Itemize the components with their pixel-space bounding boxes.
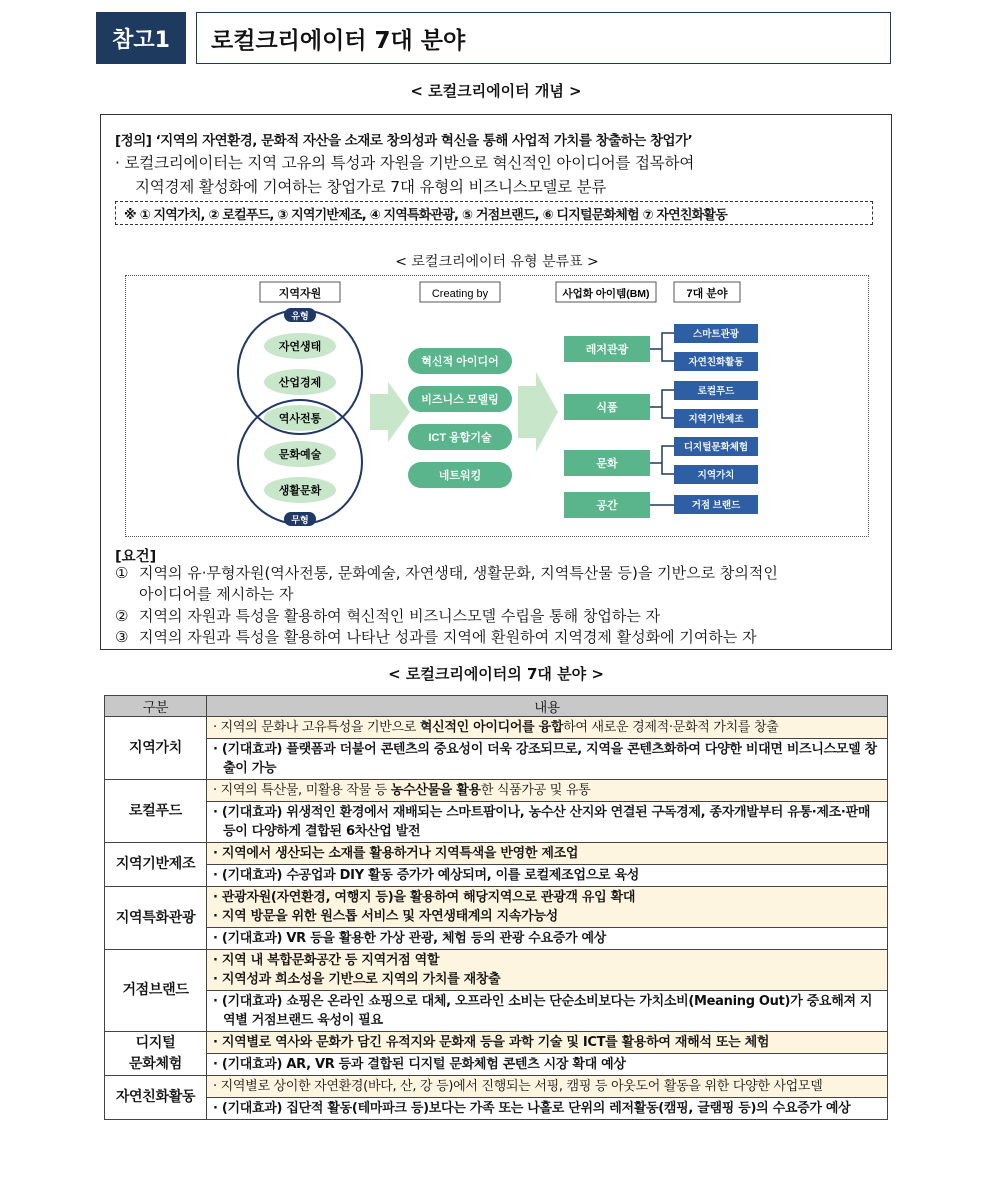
category-cell: 자연친화활동 bbox=[105, 1076, 207, 1120]
col-resources: 지역자원 bbox=[278, 288, 322, 300]
content-text: · 지역 내 복합문화공간 등 지역거점 역할 bbox=[213, 953, 440, 968]
req-num: ② bbox=[115, 607, 129, 625]
table-row bbox=[105, 1054, 888, 1076]
category-cell: 지역기반제조 bbox=[105, 843, 207, 887]
category-cell: 거점브랜드 bbox=[105, 950, 207, 1032]
table-row bbox=[105, 843, 888, 865]
req-text: 지역의 자원과 특성을 활용하여 나타난 성과를 지역에 환원하여 지역경제 활성화에 기여하는 자 bbox=[139, 628, 757, 646]
req-text-cont: 아이디어를 제시하는 자 bbox=[139, 585, 294, 603]
category-line: 문화체험 bbox=[129, 1055, 182, 1072]
content-text: · (기대효과) 위생적인 환경에서 재배되는 스마트팜이나, 농수산 산지와 연결된 구독경제, 종자개발부터 유통·제조·판매 등이 다양하게 결합된 6차산업 발전 bbox=[213, 805, 871, 839]
content-cell bbox=[207, 1076, 888, 1098]
content-text: · 지역의 문화나 고유특성을 기반으로 bbox=[213, 720, 420, 735]
content-cell bbox=[207, 1032, 888, 1054]
col-category: 구분 bbox=[105, 696, 207, 717]
category-line: 디지털 bbox=[135, 1034, 176, 1051]
classification-figure bbox=[125, 275, 869, 537]
desc-line-1: · 로컬크리에이터는 지역 고유의 특성과 자원을 기반으로 혁신적인 아이디어를 접목하여 bbox=[115, 154, 695, 172]
fields-section-title: < 로컬크리에이터의 7대 분야 > bbox=[388, 665, 604, 683]
content-text: · 지역별로 상이한 자연환경(바다, 산, 강 등)에서 진행되는 서핑, 캠핑 등 아웃도어 활동을 위한 다양한 사업모델 bbox=[213, 1079, 823, 1094]
resource-living: 생활문화 bbox=[278, 485, 322, 497]
content-text: · 지역 방문을 위한 원스톱 서비스 및 자연생태계의 지속가능성 bbox=[213, 909, 558, 924]
req-num: ③ bbox=[115, 628, 129, 646]
concept-box bbox=[100, 114, 892, 650]
col-creating: Creating by bbox=[431, 288, 489, 300]
table-row bbox=[105, 1032, 888, 1054]
definition: [정의] ‘지역의 자연환경, 문화적 자산을 소재로 창의성과 혁신을 통해 사업적 가치를 창출하는 창업가’ bbox=[115, 133, 693, 149]
col-fields: 7대 분야 bbox=[686, 288, 728, 300]
item-leisure: 레저관광 bbox=[585, 344, 629, 356]
creating-idea: 혁신적 아이디어 bbox=[421, 356, 499, 368]
content-text: · 관광자원(자연환경, 여행지 등)을 활용하여 해당지역으로 관광객 유입 확대 bbox=[213, 890, 636, 905]
resource-industry: 산업경제 bbox=[278, 377, 322, 389]
intangible-label: 무형 bbox=[291, 515, 309, 525]
content-text: 하여 새로운 경제적·문화적 가치를 창출 bbox=[563, 720, 779, 735]
content-text: · 지역성과 희소성을 기반으로 지역의 가치를 재창출 bbox=[213, 972, 501, 987]
content-text: · (기대효과) 쇼핑은 온라인 쇼핑으로 대체, 오프라인 소비는 단순소비보다는 가치소비(Meaning Out)가 중요해져 지역별 거점브랜드 육성이 필요 bbox=[213, 994, 873, 1028]
tangible-label: 유형 bbox=[291, 311, 309, 321]
arrow-right-icon bbox=[518, 372, 558, 452]
field-base-brand: 거점 브랜드 bbox=[691, 500, 741, 511]
content-text: · (기대효과) VR 등을 활용한 가상 관광, 체험 등의 관광 수요증가 예상 bbox=[213, 931, 606, 946]
req-text: 지역의 유·무형자원(역사전통, 문화예술, 자연생태, 생활문화, 지역특산물 등)을 기반으로 창의적인 bbox=[139, 564, 778, 582]
requirement-3 bbox=[115, 627, 883, 648]
item-food: 식품 bbox=[596, 402, 618, 414]
content-cell bbox=[207, 843, 888, 865]
field-local-food: 로컬푸드 bbox=[697, 386, 735, 397]
content-cell bbox=[207, 802, 888, 843]
col-items: 사업화 아이템(BM) bbox=[562, 288, 650, 300]
content-text: · (기대효과) AR, VR 등과 결합된 디지털 문화체험 콘텐츠 시장 확대 예상 bbox=[213, 1057, 626, 1072]
category-cell bbox=[105, 1032, 207, 1076]
content-cell bbox=[207, 780, 888, 802]
req-num: ① bbox=[115, 564, 129, 582]
content-cell bbox=[207, 717, 888, 739]
field-manufacturing: 지역기반제조 bbox=[688, 414, 744, 425]
table-row bbox=[105, 928, 888, 950]
field-nodes bbox=[674, 324, 758, 514]
concept-section-title: < 로컬크리에이터 개념 > bbox=[410, 82, 582, 100]
content-emphasis: 혁신적인 아이디어를 융합 bbox=[419, 720, 564, 735]
seven-fields-table bbox=[104, 695, 888, 1120]
resource-arts: 문화예술 bbox=[278, 449, 322, 461]
table-row bbox=[105, 1076, 888, 1098]
creating-bm: 비즈니스 모델링 bbox=[421, 394, 499, 406]
content-text: · 지역의 특산물, 미활용 작물 등 bbox=[213, 783, 391, 798]
content-text: · (기대효과) 집단적 활동(테마파크 등)보다는 가족 또는 나홀로 단위의 레저활동(캠핑, 글램핑 등)의 수요증가 예상 bbox=[213, 1101, 851, 1116]
arrow-right-icon bbox=[370, 382, 410, 442]
content-text: 한 식품가공 및 유통 bbox=[480, 783, 591, 798]
field-smart-tour: 스마트관광 bbox=[693, 329, 739, 340]
item-culture: 문화 bbox=[596, 458, 618, 470]
content-cell bbox=[207, 1098, 888, 1120]
content-cell bbox=[207, 739, 888, 780]
resource-nature: 자연생태 bbox=[278, 341, 322, 353]
table-row bbox=[105, 739, 888, 780]
category-cell: 지역가치 bbox=[105, 717, 207, 780]
content-text: · (기대효과) 플랫폼과 더불어 콘텐츠의 중요성이 더욱 강조되므로, 지역을 콘텐츠화하여 다양한 비대면 비즈니스모델 창출이 가능 bbox=[213, 742, 877, 776]
resource-history: 역사전통 bbox=[278, 413, 322, 425]
field-digital-culture: 디지털문화체험 bbox=[683, 442, 749, 453]
content-cell bbox=[207, 865, 888, 887]
item-space: 공간 bbox=[596, 500, 618, 512]
content-cell bbox=[207, 1054, 888, 1076]
creating-nodes bbox=[408, 348, 512, 488]
table-row bbox=[105, 717, 888, 739]
definition-description bbox=[115, 151, 881, 199]
classification-diagram bbox=[126, 276, 868, 536]
content-cell bbox=[207, 928, 888, 950]
creating-network: 네트워킹 bbox=[438, 470, 482, 482]
creating-ict: ICT 융합기술 bbox=[428, 432, 492, 444]
content-text: · (기대효과) 수공업과 DIY 활동 증가가 예상되며, 이를 로컬제조업으로 육성 bbox=[213, 868, 639, 883]
table-row bbox=[105, 865, 888, 887]
content-cell bbox=[207, 887, 888, 928]
table-row bbox=[105, 802, 888, 843]
table-header-row bbox=[105, 696, 888, 717]
content-cell bbox=[207, 991, 888, 1032]
table-row bbox=[105, 991, 888, 1032]
content-cell bbox=[207, 950, 888, 991]
desc-line-2: 지역경제 활성화에 기여하는 창업가로 7대 유형의 비즈니스모델로 분류 bbox=[135, 178, 607, 196]
field-nature: 자연친화활동 bbox=[688, 357, 744, 368]
resource-nodes bbox=[264, 333, 336, 503]
col-content: 내용 bbox=[207, 696, 888, 717]
content-emphasis: 농수산물을 활용 bbox=[390, 783, 481, 798]
table-row bbox=[105, 780, 888, 802]
figure-title: < 로컬크리에이터 유형 분류표 > bbox=[395, 254, 599, 270]
category-cell: 로컬푸드 bbox=[105, 780, 207, 843]
requirements-heading: [요건] bbox=[115, 549, 157, 565]
content-text: · 지역별로 역사와 문화가 담긴 유적지와 문화재 등을 과학 기술 및 ICT를 활용하여 재해석 또는 체험 bbox=[213, 1035, 770, 1050]
reference-tag: 참고1 bbox=[96, 12, 186, 64]
category-cell: 지역특화관광 bbox=[105, 887, 207, 950]
requirement-1 bbox=[115, 563, 883, 605]
content-text: · 지역에서 생산되는 소재를 활용하거나 지역특색을 반영한 제조업 bbox=[213, 846, 579, 861]
page-title: 로컬크리에이터 7대 분야 bbox=[196, 12, 891, 64]
table-row bbox=[105, 950, 888, 991]
requirement-2 bbox=[115, 606, 883, 627]
item-nodes bbox=[564, 336, 650, 518]
table-row bbox=[105, 887, 888, 928]
seven-fields-note: ※ ① 지역가치, ② 로컬푸드, ③ 지역기반제조, ④ 지역특화관광, ⑤ 거점브랜드, ⑥ 디지털문화체험 ⑦ 자연친화활동 bbox=[115, 201, 873, 225]
req-text: 지역의 자원과 특성을 활용하여 혁신적인 비즈니스모델 수립을 통해 창업하는 자 bbox=[139, 607, 661, 625]
table-row bbox=[105, 1098, 888, 1120]
field-local-value: 지역가치 bbox=[697, 470, 735, 481]
connector-lines bbox=[650, 333, 674, 505]
